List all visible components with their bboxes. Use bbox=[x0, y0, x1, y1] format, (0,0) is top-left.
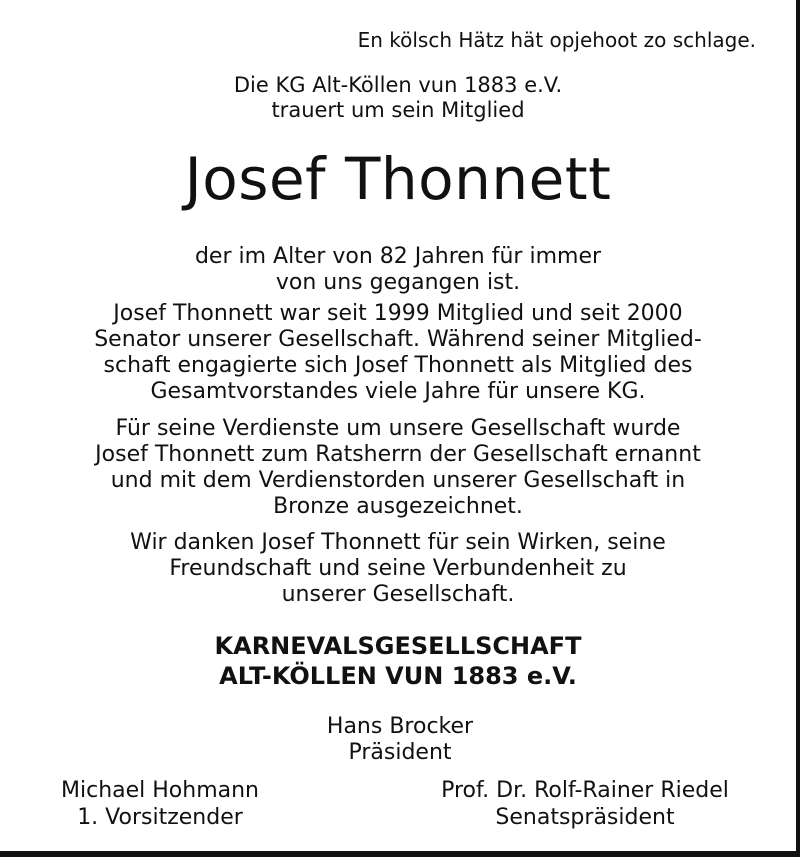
senate-president-name: Prof. Dr. Rolf-Rainer Riedel bbox=[441, 778, 729, 803]
signature-chairman bbox=[30, 777, 290, 831]
deceased-name: Josef Thonnett bbox=[184, 145, 612, 213]
chairman-name: Michael Hohmann bbox=[61, 778, 259, 803]
president-name: Hans Brocker bbox=[326, 714, 474, 739]
chairman-title: 1. Vorsitzender bbox=[77, 805, 243, 830]
president-title: Präsident bbox=[348, 740, 452, 765]
organization-line-1: KARNEVALSGESELLSCHAFT bbox=[214, 632, 582, 660]
paragraph3-line: unserer Gesellschaft. bbox=[281, 582, 515, 607]
paragraph1-line: Josef Thonnett war seit 1999 Mitglied und seit 2000 bbox=[113, 301, 683, 326]
paragraph2-line: Für seine Verdienste um unsere Gesellschaft wurde bbox=[115, 416, 681, 441]
signature-senate-president bbox=[400, 777, 770, 831]
paragraph3-line: Freundschaft und seine Verbundenheit zu bbox=[169, 556, 627, 581]
paragraph1-line: schaft engagierte sich Josef Thonnett als Mitglied des bbox=[103, 353, 693, 378]
paragraph2-line: und mit dem Verdienstorden unserer Gesellschaft in bbox=[110, 468, 686, 493]
paragraph1-line: Senator unserer Gesellschaft. Während seiner Mitglied- bbox=[94, 327, 702, 352]
paragraph1-line: Gesamtvorstandes viele Jahre für unsere KG. bbox=[150, 379, 646, 404]
paragraph2-line: Josef Thonnett zum Ratsherrn der Gesellschaft ernannt bbox=[95, 442, 701, 467]
motto-line: En kölsch Hätz hät opjehoot zo schlage. bbox=[357, 28, 756, 52]
senate-president-title: Senatspräsident bbox=[495, 805, 675, 830]
signature-president bbox=[250, 714, 550, 766]
intro-line-2: trauert um sein Mitglied bbox=[271, 98, 525, 122]
organization-line-2: ALT-KÖLLEN VUN 1883 e.V. bbox=[219, 662, 577, 690]
age-line-1: der im Alter von 82 Jahren für immer bbox=[194, 244, 602, 269]
age-line-2: von uns gegangen ist. bbox=[275, 270, 521, 295]
intro-line-1: Die KG Alt-Köllen vun 1883 e.V. bbox=[233, 73, 563, 97]
paragraph3-line: Wir danken Josef Thonnett für sein Wirken, seine bbox=[130, 530, 666, 555]
paragraph2-line: Bronze ausgezeichnet. bbox=[273, 494, 523, 519]
